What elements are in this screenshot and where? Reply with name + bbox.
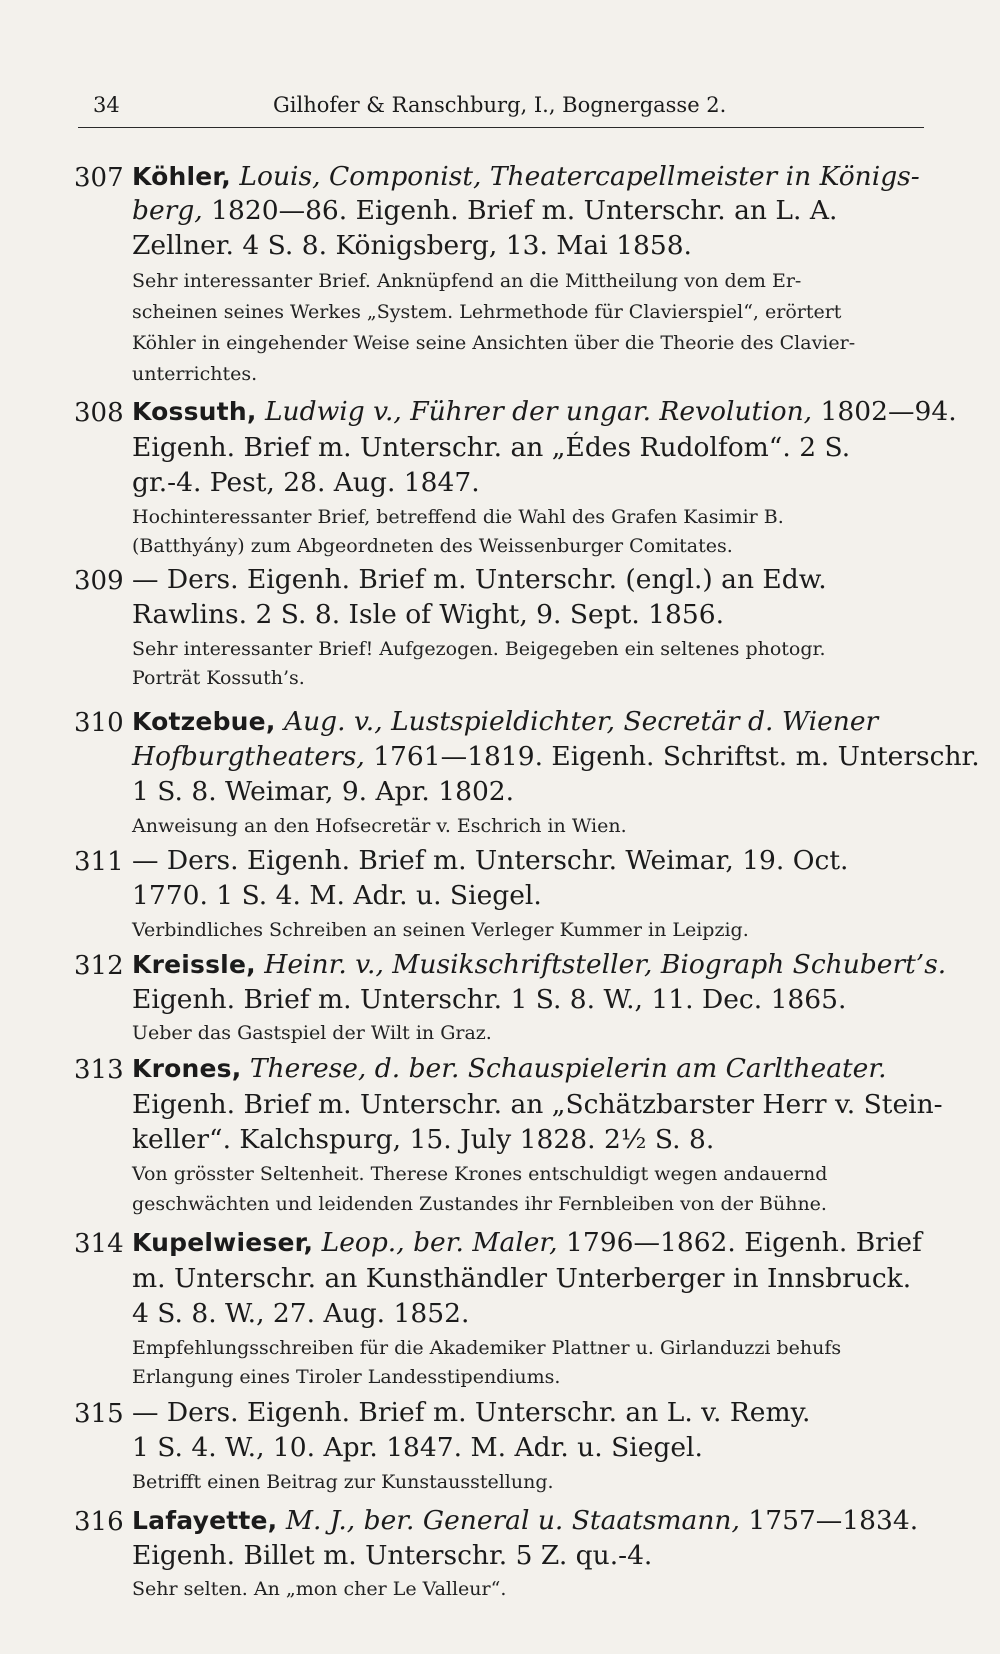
entry-number: 307 bbox=[74, 163, 124, 193]
entry-number: 310 bbox=[74, 708, 124, 738]
entry-name: Kossuth, bbox=[132, 397, 257, 426]
entry-number: 313 bbox=[74, 1055, 124, 1085]
entry-role: Louis, Componist, Theatercapellmeister in Königs- bbox=[239, 161, 920, 192]
entry-note: Köhler in eingehender Weise seine Ansichten über die Theorie des Clavier- bbox=[132, 332, 856, 354]
entry-line: gr.-4. Pest, 28. Aug. 1847. bbox=[132, 467, 480, 498]
entry-note: Anweisung an den Hofsecretär v. Eschrich in Wien. bbox=[132, 815, 627, 837]
entry-note: Empfehlungsschreiben für die Akademiker Plattner u. Girlanduzzi behufs bbox=[132, 1337, 842, 1359]
entry-line bbox=[132, 194, 837, 228]
entry-note: Hochinteressanter Brief, betreffend die Wahl des Grafen Kasimir B. bbox=[132, 506, 784, 528]
entry-role-cont: berg, bbox=[132, 195, 203, 226]
entry-details: 1796—1862. Eigenh. Brief bbox=[557, 1227, 922, 1258]
entry-dates: 1757—1834. bbox=[739, 1505, 919, 1536]
entry-number: 308 bbox=[74, 398, 124, 428]
entry-note: Ueber das Gastspiel der Wilt in Graz. bbox=[132, 1022, 492, 1044]
entry-line: Rawlins. 2 S. 8. Isle of Wight, 9. Sept. 1856. bbox=[132, 599, 725, 630]
entry-heading bbox=[132, 1504, 918, 1538]
entry-note: Sehr selten. An „mon cher Le Valleur“. bbox=[132, 1578, 507, 1600]
entry-heading bbox=[132, 395, 957, 429]
entry-line: 1 S. 8. Weimar, 9. Apr. 1802. bbox=[132, 776, 515, 807]
entry-line: 1 S. 4. W., 10. Apr. 1847. M. Adr. u. Siegel. bbox=[132, 1432, 703, 1463]
entry-dates: 1802—94. bbox=[812, 396, 957, 427]
entry-role-cont: Hofburgtheaters, bbox=[132, 741, 365, 772]
entry-line: Eigenh. Brief m. Unterschr. an „Schätzbarster Herr v. Stein- bbox=[132, 1089, 943, 1120]
entry-name: Lafayette, bbox=[132, 1506, 278, 1535]
entry-number: 309 bbox=[74, 566, 124, 596]
entry-line: — Ders. Eigenh. Brief m. Unterschr. an L. v. Remy. bbox=[132, 1397, 811, 1428]
entry-role: M. J., ber. General u. Staatsmann, bbox=[285, 1505, 740, 1536]
entry-name: Kreissle, bbox=[132, 950, 256, 979]
entry-line: — Ders. Eigenh. Brief m. Unterschr. Weimar, 19. Oct. bbox=[132, 845, 849, 876]
entry-number: 311 bbox=[74, 847, 124, 877]
entry-line: Eigenh. Billet m. Unterschr. 5 Z. qu.-4. bbox=[132, 1540, 653, 1571]
entry-heading bbox=[132, 160, 920, 194]
entry-note: Betrifft einen Beitrag zur Kunstausstellung. bbox=[132, 1471, 554, 1493]
entry-name: Krones, bbox=[132, 1054, 242, 1083]
entry-number: 316 bbox=[74, 1507, 124, 1537]
entry-heading bbox=[132, 705, 878, 739]
entry-details: 1820—86. Eigenh. Brief m. Unterschr. an L. A. bbox=[202, 195, 838, 226]
page-header bbox=[78, 93, 924, 128]
entry-note: geschwächten und leidenden Zustandes ihr Fernbleiben von der Bühne. bbox=[132, 1193, 827, 1215]
page-number: 34 bbox=[93, 93, 120, 117]
entry-role: Heinr. v., Musikschriftsteller, Biograph Schubert’s. bbox=[264, 949, 947, 980]
entry-line: — Ders. Eigenh. Brief m. Unterschr. (engl.) an Edw. bbox=[132, 564, 827, 595]
entry-line: keller“. Kalchspurg, 15. July 1828. 2½ S. 8. bbox=[132, 1124, 715, 1155]
entry-note: scheinen seines Werkes „System. Lehrmethode für Clavierspiel“, erörtert bbox=[132, 301, 842, 323]
entry-role: Leop., ber. Maler, bbox=[321, 1227, 558, 1258]
entry-note: Erlangung eines Tiroler Landesstipendiums. bbox=[132, 1366, 561, 1388]
entry-name: Kupelwieser, bbox=[132, 1228, 314, 1257]
entry-line: m. Unterschr. an Kunsthändler Unterberger in Innsbruck. bbox=[132, 1263, 912, 1294]
entry-number: 315 bbox=[74, 1399, 124, 1429]
entry-line bbox=[132, 740, 980, 774]
entry-role: Therese, d. ber. Schauspielerin am Carltheater. bbox=[249, 1053, 887, 1084]
entry-line: 1770. 1 S. 4. M. Adr. u. Siegel. bbox=[132, 880, 542, 911]
entry-role: Ludwig v., Führer der ungar. Revolution, bbox=[264, 396, 813, 427]
entry-line: Eigenh. Brief m. Unterschr. an „Édes Rudolfom“. 2 S. bbox=[132, 432, 851, 463]
entry-heading bbox=[132, 1226, 922, 1260]
entry-details: 1761—1819. Eigenh. Schriftst. m. Unterschr. bbox=[364, 741, 980, 772]
entry-name: Köhler, bbox=[132, 162, 231, 191]
entry-note: Sehr interessanter Brief. Anknüpfend an die Mittheilung von dem Er- bbox=[132, 270, 802, 292]
entry-note: Porträt Kossuth’s. bbox=[132, 667, 305, 689]
entry-line: Eigenh. Brief m. Unterschr. 1 S. 8. W., 11. Dec. 1865. bbox=[132, 984, 847, 1015]
entry-note: Von grösster Seltenheit. Therese Krones entschuldigt wegen andauernd bbox=[132, 1163, 828, 1185]
entry-line: Zellner. 4 S. 8. Königsberg, 13. Mai 1858. bbox=[132, 230, 692, 261]
entry-number: 312 bbox=[74, 951, 124, 981]
entry-line: 4 S. 8. W., 27. Aug. 1852. bbox=[132, 1298, 470, 1329]
entry-note: unterrichtes. bbox=[132, 363, 258, 385]
entry-note: Sehr interessanter Brief! Aufgezogen. Beigegeben ein seltenes photogr. bbox=[132, 638, 826, 660]
entry-name: Kotzebue, bbox=[132, 707, 276, 736]
entry-role: Aug. v., Lustspieldichter, Secretär d. Wiener bbox=[283, 706, 879, 737]
entry-note: (Batthyány) zum Abgeordneten des Weissenburger Comitates. bbox=[132, 535, 733, 557]
entry-heading bbox=[132, 948, 946, 982]
entry-heading bbox=[132, 1052, 887, 1086]
entry-note: Verbindliches Schreiben an seinen Verleger Kummer in Leipzig. bbox=[132, 919, 749, 941]
entry-number: 314 bbox=[74, 1229, 124, 1259]
running-head: Gilhofer & Ranschburg, I., Bognergasse 2. bbox=[273, 93, 727, 117]
